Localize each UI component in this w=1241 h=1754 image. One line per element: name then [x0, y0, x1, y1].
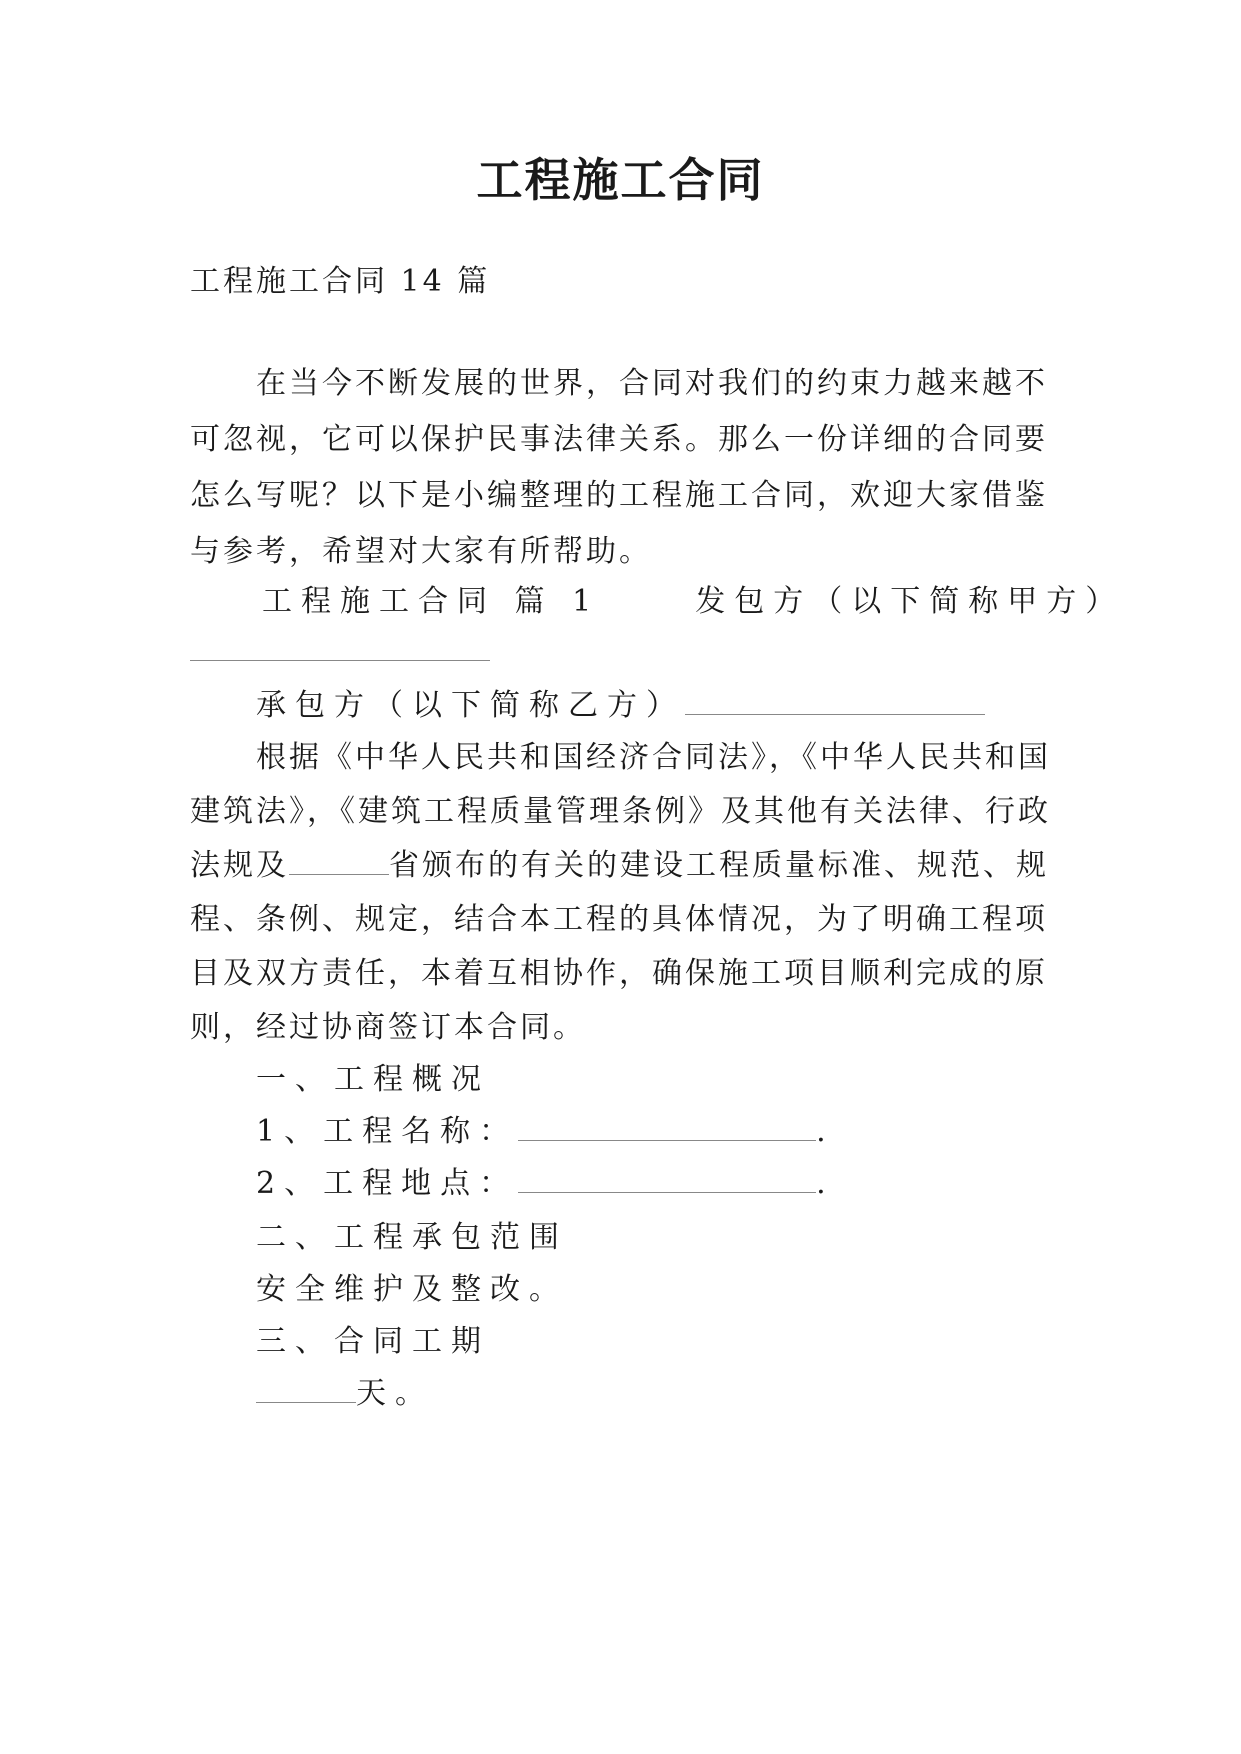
project-location-blank	[518, 1166, 816, 1193]
province-blank	[289, 848, 389, 875]
basis-line-3	[190, 846, 1060, 886]
basis-line-6: 则，经过协商签订本合同。	[190, 1010, 586, 1045]
intro-line-2: 可忽视，它可以保护民事法律关系。那么一份详细的合同要	[190, 422, 1048, 457]
project-location-row	[256, 1164, 1060, 1204]
document-title: 工程施工合同	[476, 153, 765, 207]
intro-line-3: 怎么写呢？以下是小编整理的工程施工合同，欢迎大家借鉴	[190, 478, 1048, 513]
section-3-body: 天。	[356, 1376, 434, 1411]
party-a-blank-row	[190, 632, 1060, 672]
party-b-blank	[685, 688, 985, 715]
project-name-row	[256, 1112, 1060, 1152]
basis-line-5: 目及双方责任，本着互相协作，确保施工项目顺利完成的原	[190, 956, 1048, 991]
period: .	[816, 1114, 835, 1149]
party-a-label: 发包方（以下简称甲方）	[695, 584, 1125, 619]
section-2-title: 二、工程承包范围	[256, 1220, 568, 1255]
contract-header-row	[262, 582, 1125, 622]
intro-line-1: 在当今不断发展的世界，合同对我们的约束力越来越不	[256, 366, 1048, 401]
basis-line-1: 根据《中华人民共和国经济合同法》，《中华人民共和国	[256, 740, 1051, 775]
project-location-label: 2、工程地点：	[256, 1166, 519, 1201]
basis-line-4: 程、条例、规定，结合本工程的具体情况，为了明确工程项	[190, 902, 1048, 937]
section-1-title: 一、工程概况	[256, 1062, 490, 1097]
basis-line-3-end: 省颁布的有关的建设工程质量标准、规范、规	[389, 848, 1049, 883]
project-name-label: 1、工程名称：	[256, 1114, 519, 1149]
party-a-blank	[190, 634, 490, 661]
days-blank	[256, 1376, 356, 1403]
intro-line-4: 与参考，希望对大家有所帮助。	[190, 534, 652, 569]
section-2-body: 安全维护及整改。	[256, 1272, 568, 1307]
project-name-blank	[518, 1114, 816, 1141]
basis-line-2: 建筑法》，《建筑工程质量管理条例》及其他有关法律、行政	[190, 794, 1051, 829]
period: .	[816, 1166, 835, 1201]
section-3-title: 三、合同工期	[256, 1324, 490, 1359]
document-subtitle: 工程施工合同 14 篇	[190, 264, 491, 299]
section-3-body-row	[256, 1374, 1060, 1414]
party-b-row	[256, 686, 1060, 726]
party-b-label: 承包方（以下简称乙方）	[256, 688, 685, 723]
basis-line-3-start: 法规及	[190, 848, 289, 883]
section-header: 工程施工合同 篇 1	[262, 584, 601, 619]
